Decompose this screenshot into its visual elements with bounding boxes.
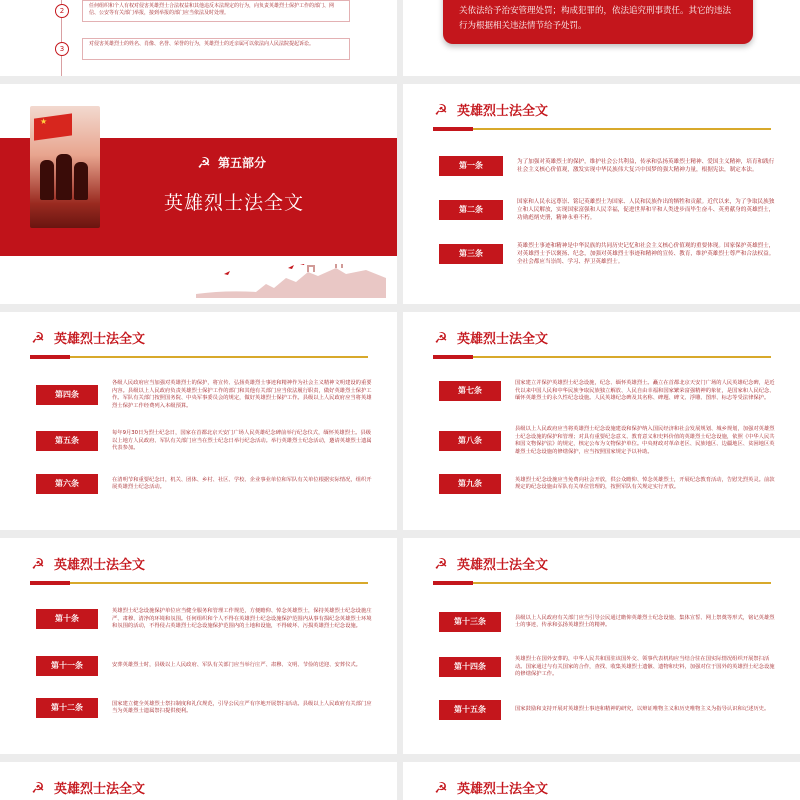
article-text: 安葬英雄烈士时，县级以上人民政府、军队有关部门应当举行庄严、肃穆、文明、节俭的送迎、安葬仪式。 — [112, 662, 361, 669]
section-part — [196, 154, 266, 171]
header-divider — [433, 582, 771, 584]
slide-header — [433, 328, 548, 347]
article-row — [36, 698, 374, 718]
party-emblem-icon: ☭ — [434, 100, 448, 119]
article-row — [36, 474, 374, 494]
article-tag: 第二条 — [439, 200, 503, 220]
article-text: 国家鼓励和支持开展对英雄烈士事迹和精神的研究，以辩证唯物主义和历史唯物主义为指导认识和记述历史。 — [515, 706, 770, 713]
header-divider — [30, 582, 368, 584]
article-text: 英雄烈士纪念设施应当免费向社会开放，供公众瞻仰、悼念英雄烈士，开展纪念教育活动，告慰先烈英灵。前款规定的纪念设施由军队有关单位管理的，按照军队有关规定实行开放。 — [515, 476, 775, 490]
article-row — [439, 198, 775, 222]
party-emblem-icon: ☭ — [434, 554, 448, 573]
article-tag: 第十四条 — [439, 657, 501, 677]
article-row — [439, 612, 777, 632]
header-divider-accent — [30, 581, 70, 585]
slide-title: 英雄烈士法全文 — [457, 558, 549, 573]
slide-header — [433, 100, 548, 119]
article-text: 国家建立健全英雄烈士祭扫制度和礼仪规范，引导公民庄严有序地开展祭扫活动。县级以上人民政府有关部门应当为英雄烈士遗属祭扫提供便利。 — [112, 700, 372, 714]
article-text: 在清明节和重要纪念日，机关、团体、乡村、社区、学校、企业事业单位和军队有关单位根据实际情况，组织开展英雄烈士纪念活动。 — [112, 476, 372, 490]
soldier-silhouette — [74, 162, 88, 200]
article-tag: 第六条 — [36, 474, 98, 494]
item-text-box: 任何组织和个人有权对侵害英雄烈士合法权益和其他违反本法规定的行为，向负责英雄烈士保护工作的部门、网信、公安等有关部门举报，接到举报的部门应当依法及时处理。 — [82, 0, 350, 22]
article-row — [439, 656, 777, 679]
article-tag: 第四条 — [36, 385, 98, 405]
article-row — [439, 242, 775, 266]
slide-header — [433, 778, 548, 797]
slide-title: 英雄烈士法全文 — [457, 104, 549, 119]
slide-title: 英雄烈士法全文 — [54, 332, 146, 347]
header-divider-accent — [433, 355, 473, 359]
article-text: 英雄烈士纪念设施保护单位应当健全服务和管理工作规范，方便瞻仰、悼念英雄烈士，保持英雄烈士纪念设施庄严、肃穆、清净的环境和氛围。任何组织和个人不得在英雄烈士纪念设施保护范围内从事有损纪念英雄烈士环境和氛围的活动，不得侵占英雄烈士纪念设施保护范围内的土地和设施，不得破坏、污损英雄烈士纪念设施。 — [112, 608, 372, 629]
header-divider-accent — [30, 355, 70, 359]
article-row — [439, 474, 777, 494]
article-tag: 第三条 — [439, 244, 503, 264]
party-emblem-icon: ☭ — [434, 328, 448, 347]
header-divider-accent — [433, 581, 473, 585]
great-wall-icon — [196, 264, 386, 298]
article-tag: 第八条 — [439, 431, 501, 451]
article-tag: 第一条 — [439, 156, 503, 176]
party-emblem-icon: ☭ — [31, 554, 45, 573]
article-tag: 第十五条 — [439, 700, 501, 720]
header-divider-accent — [433, 127, 473, 131]
article-text: 每年9月30日为烈士纪念日，国家在首都北京天安门广场人民英雄纪念碑前举行纪念仪式，缅怀英雄烈士。县级以上地方人民政府、军队有关部门应当在烈士纪念日举行纪念活动。举行英雄烈士纪念活动，邀请英雄烈士遗属代表参加。 — [112, 430, 372, 451]
article-tag: 第五条 — [36, 431, 98, 451]
article-tag: 第七条 — [439, 381, 501, 401]
articles-slide-4-6[interactable] — [0, 312, 397, 530]
article-tag: 第十条 — [36, 609, 98, 629]
article-text: 县级以上人民政府应当将英雄烈士纪念设施建设和保护纳入国民经济和社会发展规划、城乡规划，加强对英雄烈士纪念设施的保护和管理；对具有重要纪念意义、教育意义和史料价值的英雄烈士纪念设施，依照《中华人民共和国文物保护法》的规定，核定公布为文物保护单位。中央财政对革命老区、民族地区、边疆地区、贫困地区英雄烈士纪念设施的修缮保护，应当按照国家规定予以补助。 — [515, 426, 775, 455]
item-text-box: 对侵害英雄烈士的姓名、肖像、名誉、荣誉的行为，英雄烈士的近亲属可以依法向人民法院提起诉讼。 — [82, 38, 350, 60]
party-emblem-icon: ☭ — [31, 778, 45, 797]
star-icon: ★ — [40, 117, 48, 126]
article-text: 英雄烈士事迹和精神是中华民族的共同历史记忆和社会主义核心价值观的重要体现。国家保护英雄烈士，对英雄烈士予以褒扬、纪念，加强对英雄烈士事迹和精神的宣传、教育，维护英雄烈士尊严和合法权益。全社会都应当崇尚、学习、捍卫英雄烈士。 — [517, 243, 775, 265]
item-number: 3 — [55, 42, 69, 56]
article-row — [439, 700, 777, 720]
article-text: 县级以上人民政府有关部门应当引导公民通过瞻仰英雄烈士纪念设施、集体宣誓、网上祭奠等形式，铭记英雄烈士的事迹，传承和弘扬英雄烈士的精神。 — [515, 614, 775, 628]
articles-slide-1-3[interactable] — [403, 84, 800, 304]
article-row — [439, 380, 777, 403]
article-tag: 第九条 — [439, 474, 501, 494]
articles-slide-7-9[interactable] — [403, 312, 800, 530]
slide-header — [30, 778, 145, 797]
article-row — [439, 156, 775, 176]
article-row — [36, 608, 374, 631]
article-text: 各级人民政府应当加强对英雄烈士的保护，将宣传、弘扬英雄烈士事迹和精神作为社会主义精神文明建设的重要内容。县级以上人民政府负责英雄烈士保护工作的部门和其他有关部门应当依法履行职责，做好英雄烈士保护工作。军队有关部门按照国务院、中央军事委员会的规定，做好英雄烈士保护工作。县级以上人民政府应当将英雄烈士保护工作经费列入本级预算。 — [112, 380, 372, 409]
slide-header — [30, 554, 145, 573]
party-emblem-icon: ☭ — [434, 778, 448, 797]
article-text: 国家建立并保护英雄烈士纪念设施，纪念、缅怀英雄烈士。矗立在首都北京天安门广场的人民英雄纪念碑，是近代以来中国人民和中华民族争取民族独立解放、人民自由幸福和国家繁荣富强精神的象征，是国家和人民纪念、缅怀英雄烈士的永久性纪念设施。人民英雄纪念碑及其名称、碑题、碑文、浮雕、图形、标志等受法律保护。 — [515, 380, 775, 401]
articles-slide-10-12[interactable] — [0, 538, 397, 754]
article-tag: 第十二条 — [36, 698, 98, 718]
article-row — [36, 380, 374, 410]
article-text: 国家和人民永远尊崇、铭记英雄烈士为国家、人民和民族作出的牺牲和贡献。近代以来，为了争取民族独立和人民解放，实现国家富强和人民幸福，促进世界和平和人类进步而毕生奋斗、英勇献身的英雄烈士，功勋彪炳史册，精神永垂不朽。 — [517, 199, 775, 221]
slide-partial-bottom-left[interactable] — [0, 762, 397, 800]
article-tag: 第十三条 — [439, 612, 501, 632]
section-title-slide[interactable] — [0, 84, 397, 304]
article-text: 为了加强对英雄烈士的保护，维护社会公共利益，传承和弘扬英雄烈士精神、爱国主义精神，培育和践行社会主义核心价值观，激发实现中华民族伟大复兴中国梦的强大精神力量，根据宪法，制定本法。 — [517, 159, 775, 173]
penalty-text-box: 关依法给予治安管理处罚；构成犯罪的，依法追究刑事责任。其它的违法行为根据相关违法情节给予处罚。 — [443, 0, 753, 44]
article-row — [439, 426, 777, 456]
slide-partial-top-left[interactable] — [0, 0, 397, 76]
slide-title: 英雄烈士法全文 — [54, 558, 146, 573]
header-divider — [30, 356, 368, 358]
article-text: 英雄烈士在国外安葬的，中华人民共和国驻该国外交、领事代表机构应当结合驻在国实际情况组织开展祭扫活动。国家通过与有关国家的合作，查找、收集英雄烈士遗骸、遗物和史料，加强对位于国外的英雄烈士纪念设施的修缮保护工作。 — [515, 656, 775, 677]
header-divider — [433, 356, 771, 358]
slide-title: 英雄烈士法全文 — [457, 782, 549, 797]
header-divider — [433, 128, 771, 130]
soldier-silhouette — [56, 154, 72, 200]
party-emblem-icon: ☭ — [31, 328, 45, 347]
section-title: 英雄烈士法全文 — [164, 192, 305, 214]
item-number: 2 — [55, 4, 69, 18]
slide-title: 英雄烈士法全文 — [54, 782, 146, 797]
slide-partial-top-right[interactable] — [403, 0, 800, 76]
slide-header — [433, 554, 548, 573]
article-row — [36, 656, 374, 676]
section-part-label: 第五部分 — [218, 156, 267, 170]
slide-partial-bottom-right[interactable] — [403, 762, 800, 800]
article-row — [36, 430, 374, 453]
party-emblem-icon: ☭ — [197, 153, 211, 172]
soldier-silhouette — [40, 160, 54, 200]
articles-slide-13-15[interactable] — [403, 538, 800, 754]
slide-title: 英雄烈士法全文 — [457, 332, 549, 347]
slide-header — [30, 328, 145, 347]
article-tag: 第十一条 — [36, 656, 98, 676]
